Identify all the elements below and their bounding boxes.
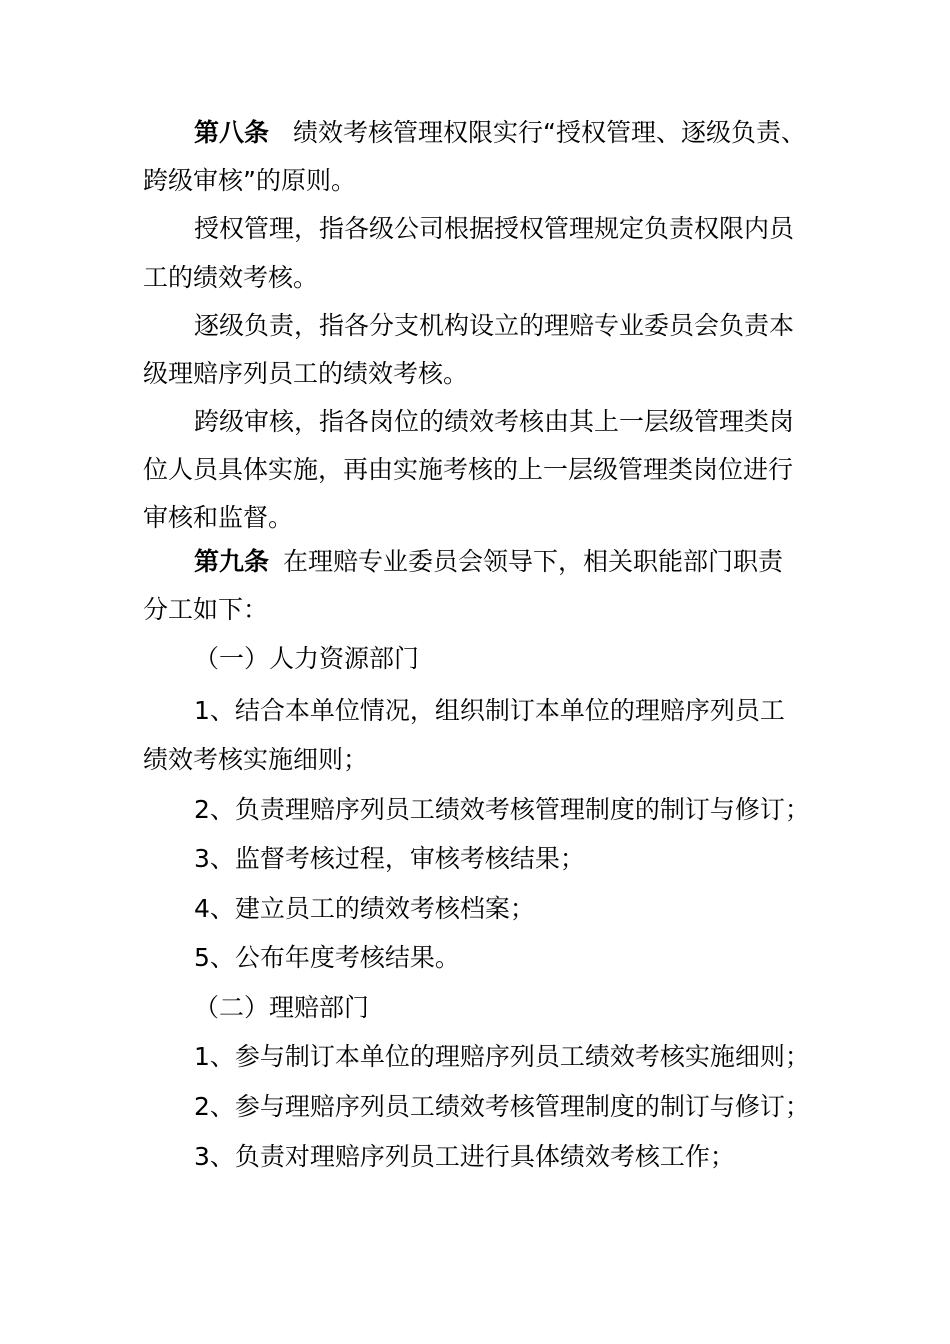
article-8-line-2: 跨级审核”的原则。 [143,166,356,195]
article-8-line-1 [194,117,874,149]
section-hr-item-4: 4、建立员工的绩效考核档案； [194,894,535,923]
paragraph-responsibility-line-1: 逐级负责，指各分支机构设立的理赔专业委员会负责本 [194,311,795,340]
section-hr-title: （一）人力资源部门 [194,644,420,673]
section-hr-item-3: 3、监督考核过程，审核考核结果； [194,844,585,873]
paragraph-review-line-1: 跨级审核，指各岗位的绩效考核由其上一层级管理类岗 [194,407,795,436]
paragraph-responsibility-line-2: 级理赔序列员工的绩效考核。 [143,359,469,388]
section-claims-title: （二）理赔部门 [194,993,370,1022]
article-9-text-1: 在理赔专业委员会领导下，相关职能部门职责 [283,547,784,576]
article-8-heading: 第八条 [194,118,270,147]
section-claims-item-3: 3、负责对理赔序列员工进行具体绩效考核工作； [194,1142,735,1171]
article-8-text-1: 绩效考核管理权限实行“授权管理、逐级负责、 [293,118,806,147]
article-9-heading: 第九条 [194,547,270,576]
section-claims-item-2: 2、参与理赔序列员工绩效考核管理制度的制订与修订； [194,1092,810,1121]
section-hr-item-5: 5、公布年度考核结果。 [194,943,460,972]
article-9-line-2: 分工如下： [143,595,269,624]
section-hr-item-2: 2、负责理赔序列员工绩效考核管理制度的制订与修订； [194,795,810,824]
article-9-line-1 [194,546,874,578]
section-hr-item-1-line-2: 绩效考核实施细则； [143,745,369,774]
paragraph-review-line-2: 位人员具体实施，再由实施考核的上一层级管理类岗位进行 [143,455,794,484]
section-claims-item-1: 1、参与制订本单位的理赔序列员工绩效考核实施细则； [194,1042,810,1071]
section-hr-item-1-line-1: 1、结合本单位情况，组织制订本单位的理赔序列员工 [194,696,785,725]
paragraph-review-line-3: 审核和监督。 [143,503,294,532]
paragraph-authorization-line-2: 工的绩效考核。 [143,263,319,292]
paragraph-authorization-line-1: 授权管理，指各级公司根据授权管理规定负责权限内员 [194,214,795,243]
